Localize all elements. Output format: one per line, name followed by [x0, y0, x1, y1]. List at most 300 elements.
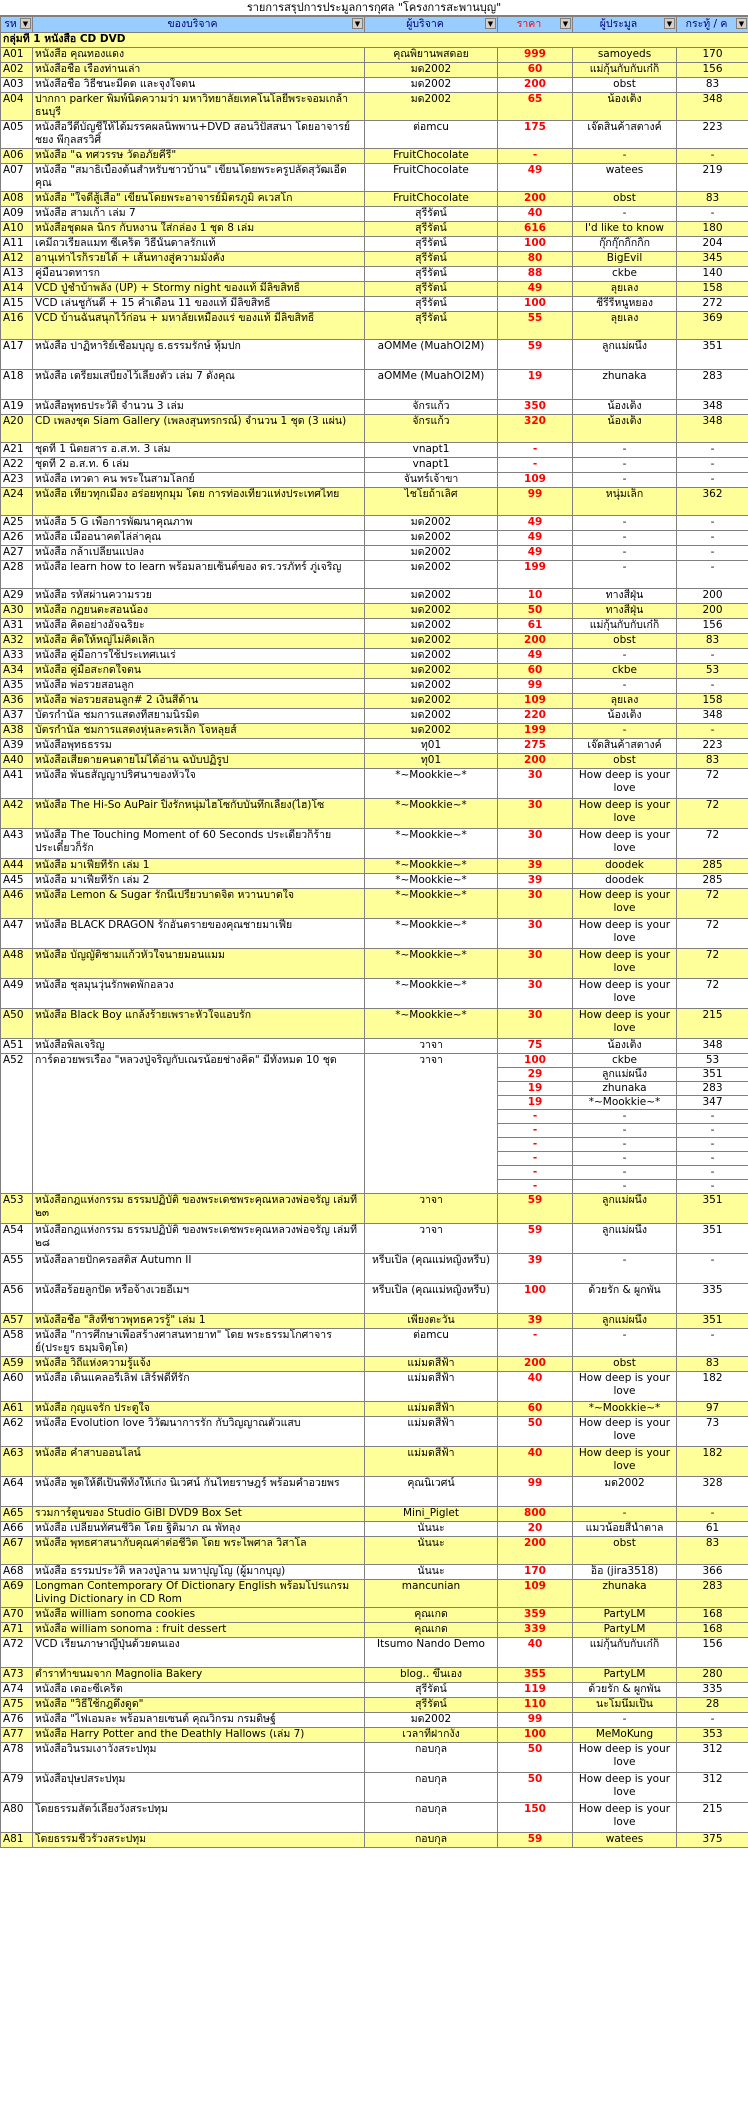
cell-item[interactable]: หนังสือ เปลี่ยนทัศนชีวิต โดย ฐิติมาภ ณ พัทลุง	[33, 1522, 365, 1537]
cell-bidder[interactable]: กุ๊กกุ๊กกิ๊กกิ๊ก	[573, 237, 677, 252]
cell-donor[interactable]: คุณนิเวศน์	[365, 1477, 498, 1507]
cell-bidder[interactable]: แม่กุ้นกับกับเก๋ก็	[573, 619, 677, 634]
cell-post[interactable]: 312	[677, 1773, 748, 1803]
cell-post[interactable]: -	[677, 531, 748, 546]
cell-bidder[interactable]: -	[573, 1138, 677, 1152]
cell-bidder[interactable]: ลูกแม่ผนึ้ง	[573, 340, 677, 370]
cell-id[interactable]: A42	[1, 799, 33, 829]
cell-bidder[interactable]: ทางสีฝุ่น	[573, 604, 677, 619]
cell-donor[interactable]: คุณเกด	[365, 1623, 498, 1638]
cell-item[interactable]: หนังสือ พ่อรวยสอนลูก	[33, 679, 365, 694]
cell-item[interactable]: หนังสือ Black Boy แกล้งร้ายเพราะหัวใจแอบรัก	[33, 1009, 365, 1039]
cell-id[interactable]: A18	[1, 370, 33, 400]
cell-bidder[interactable]: ทางสีฝุ่น	[573, 589, 677, 604]
cell-price[interactable]: 39	[498, 874, 573, 889]
cell-bidder[interactable]: เจ๊ดสินค้าสตางค์	[573, 121, 677, 149]
cell-id[interactable]: A09	[1, 207, 33, 222]
cell-bidder[interactable]: -	[573, 679, 677, 694]
cell-item[interactable]: หนังสือ 5 G เพื่อการพัฒนาคุณภาพ	[33, 516, 365, 531]
cell-donor[interactable]: แม่มดสีฟ้า	[365, 1372, 498, 1402]
cell-donor[interactable]: *~Mookkie~*	[365, 874, 498, 889]
cell-id[interactable]: A56	[1, 1284, 33, 1314]
cell-donor[interactable]: Mini_Piglet	[365, 1507, 498, 1522]
cell-bidder[interactable]: -	[573, 1507, 677, 1522]
cell-post[interactable]: -	[677, 1329, 748, 1357]
cell-item[interactable]: หนังสือ BLACK DRAGON รักอันตรายของคุณชายมาเฟีย	[33, 919, 365, 949]
cell-id[interactable]: A68	[1, 1565, 33, 1580]
cell-post[interactable]: 312	[677, 1743, 748, 1773]
cell-post[interactable]: 347	[677, 1096, 748, 1110]
cell-post[interactable]: -	[677, 1180, 748, 1194]
cell-donor[interactable]: *~Mookkie~*	[365, 769, 498, 799]
cell-post[interactable]: 73	[677, 1417, 748, 1447]
cell-donor[interactable]: มด2002	[365, 679, 498, 694]
cell-donor[interactable]: นันนะ	[365, 1537, 498, 1565]
cell-post[interactable]: -	[677, 1713, 748, 1728]
cell-item[interactable]: หนังสือ The Touching Moment of 60 Seconds ประเดี๋ยวก็ร้าย ประเดี๋ยวก็รัก	[33, 829, 365, 859]
cell-id[interactable]: A12	[1, 252, 33, 267]
cell-id[interactable]: A62	[1, 1417, 33, 1447]
cell-donor[interactable]: มด2002	[365, 546, 498, 561]
cell-bidder[interactable]: samoyeds	[573, 48, 677, 63]
cell-item[interactable]: หนังสือ บัญญัติชามแก้วหัวใจนายมอนแมม	[33, 949, 365, 979]
cell-item[interactable]: หนังสือ สามเก้า เล่ม 7	[33, 207, 365, 222]
cell-item[interactable]: หนังสือ ปาฏิหาริย์เชื่อมบุญ ธ.ธรรมรักษ์ หุ้มปก	[33, 340, 365, 370]
cell-donor[interactable]: สุรีรัตน์	[365, 267, 498, 282]
cell-donor[interactable]: มด2002	[365, 709, 498, 724]
cell-price[interactable]: 10	[498, 589, 573, 604]
cell-id[interactable]: A43	[1, 829, 33, 859]
cell-id[interactable]: A61	[1, 1402, 33, 1417]
cell-item[interactable]: หนังสือชื่อ "สิ่งที่ชาวพุทธควรรู้" เล่ม 1	[33, 1314, 365, 1329]
cell-item[interactable]: หนังสือ Lemon & Sugar รักนี้เปรี้ยวบาดจิต หวานบาดใจ	[33, 889, 365, 919]
cell-id[interactable]: A03	[1, 78, 33, 93]
cell-price[interactable]: 50	[498, 1417, 573, 1447]
cell-post[interactable]: 285	[677, 859, 748, 874]
cell-bidder[interactable]: ลุยเลง	[573, 282, 677, 297]
cell-price[interactable]: 39	[498, 1314, 573, 1329]
cell-donor[interactable]: สุรีรัตน์	[365, 207, 498, 222]
cell-item[interactable]: หนังสือปุษปสระปทุม	[33, 1773, 365, 1803]
cell-id[interactable]: A81	[1, 1833, 33, 1848]
cell-item[interactable]: หนังสือ "การศึกษาเพื่อสร้างศาสนทายาท" โดย พระธรรมโกศาจารย์(ประยูร ธมฺมจิตฺโต)	[33, 1329, 365, 1357]
cell-bidder[interactable]: How deep is your love	[573, 919, 677, 949]
cell-post[interactable]: 97	[677, 1402, 748, 1417]
cell-donor[interactable]: มด2002	[365, 664, 498, 679]
cell-item[interactable]: บัตรกำนัล ชมการแสดงหุ่นละครเล็ก โจหลุยส์	[33, 724, 365, 739]
cell-post[interactable]: 72	[677, 919, 748, 949]
cell-post[interactable]: 182	[677, 1447, 748, 1477]
cell-post[interactable]: 215	[677, 1803, 748, 1833]
cell-post[interactable]: 200	[677, 589, 748, 604]
cell-bidder[interactable]: ชีรีรีหนูหยอง	[573, 297, 677, 312]
cell-item[interactable]: หนังสือวีดีบัญชีให้ได้มรรคผลนิพพาน+DVD สอนวิปัสสนา โดยอาจารย์ชยง พีกุลสรวิศิ์	[33, 121, 365, 149]
cell-item[interactable]: หนังสือร้อยลูกปัด หรือจ้างเวยอีเมฯ	[33, 1284, 365, 1314]
cell-donor[interactable]: ไชโยถ้าเลิศ	[365, 488, 498, 516]
cell-id[interactable]: A60	[1, 1372, 33, 1402]
cell-item[interactable]: บัตรกำนัล ชมการแสดงที่สยามนิรมิต	[33, 709, 365, 724]
cell-price[interactable]: -	[498, 1329, 573, 1357]
cell-donor[interactable]: จักรแก้ว	[365, 400, 498, 415]
cell-price[interactable]: 999	[498, 48, 573, 63]
cell-price[interactable]: 99	[498, 1477, 573, 1507]
cell-price[interactable]: 40	[498, 1638, 573, 1668]
cell-price[interactable]: 59	[498, 340, 573, 370]
cell-bidder[interactable]: -	[573, 1124, 677, 1138]
cell-id[interactable]: A13	[1, 267, 33, 282]
cell-id[interactable]: A36	[1, 694, 33, 709]
cell-bidder[interactable]: -	[573, 473, 677, 488]
cell-donor[interactable]: vnapt1	[365, 458, 498, 473]
cell-post[interactable]: -	[677, 679, 748, 694]
cell-id[interactable]: A53	[1, 1194, 33, 1224]
cell-donor[interactable]: ทุ01	[365, 754, 498, 769]
cell-bidder[interactable]: doodek	[573, 874, 677, 889]
cell-id[interactable]: A30	[1, 604, 33, 619]
cell-item[interactable]: หนังสือกฎแห่งกรรม ธรรมปฏิบัติ ของพระเดชพระคุณหลวงพ่อจรัญ เล่มที่ ๒๓	[33, 1194, 365, 1224]
cell-price[interactable]: 30	[498, 799, 573, 829]
cell-donor[interactable]: จักรแก้ว	[365, 415, 498, 443]
cell-id[interactable]: A67	[1, 1537, 33, 1565]
cell-item[interactable]: หนังสือ วิถีแห่งความรู้แจ้ง	[33, 1357, 365, 1372]
cell-post[interactable]: 168	[677, 1623, 748, 1638]
cell-post[interactable]: 351	[677, 340, 748, 370]
cell-id[interactable]: A14	[1, 282, 33, 297]
cell-id[interactable]: A71	[1, 1623, 33, 1638]
cell-bidder[interactable]: -	[573, 561, 677, 589]
cell-donor[interactable]: มด2002	[365, 1713, 498, 1728]
cell-post[interactable]: 335	[677, 1683, 748, 1698]
cell-id[interactable]: A79	[1, 1773, 33, 1803]
cell-item[interactable]: หนังสือชุดผล นิกร กับหงาน ใส่กล่อง 1 ชุด 8 เล่ม	[33, 222, 365, 237]
cell-price[interactable]: 175	[498, 121, 573, 149]
cell-price[interactable]: 30	[498, 889, 573, 919]
cell-price[interactable]: 50	[498, 604, 573, 619]
cell-id[interactable]: A58	[1, 1329, 33, 1357]
cell-price[interactable]: 200	[498, 78, 573, 93]
cell-post[interactable]: -	[677, 473, 748, 488]
cell-item[interactable]: หนังสือ คุณทองแดง	[33, 48, 365, 63]
cell-id[interactable]: A24	[1, 488, 33, 516]
cell-donor[interactable]: สุรีรัตน์	[365, 222, 498, 237]
filter-dropdown-icon[interactable]: ▼	[664, 18, 675, 29]
cell-post[interactable]: -	[677, 1507, 748, 1522]
cell-item[interactable]: Longman Contemporary Of Dictionary English พร้อมโปรแกรม Living Dictionary in CD Rom	[33, 1580, 365, 1608]
cell-id[interactable]: A02	[1, 63, 33, 78]
cell-id[interactable]: A37	[1, 709, 33, 724]
cell-item[interactable]: หนังสือ คิดให้หญ่ไม่คิดเล็ก	[33, 634, 365, 649]
cell-id[interactable]: A45	[1, 874, 33, 889]
cell-post[interactable]: 72	[677, 889, 748, 919]
cell-item[interactable]: หนังสือชื่อ เรื่องท่านเล่า	[33, 63, 365, 78]
cell-price[interactable]: 65	[498, 93, 573, 121]
cell-item[interactable]: โดยธรรมชีวรั้วงสระปทุม	[33, 1833, 365, 1848]
cell-donor[interactable]: หรีบเปิ๊ล (คุณแม่หญิงหรีบ)	[365, 1254, 498, 1284]
cell-bidder[interactable]: อ็อ (jira3518)	[573, 1565, 677, 1580]
cell-price[interactable]: 30	[498, 829, 573, 859]
cell-bidder[interactable]: How deep is your love	[573, 1009, 677, 1039]
cell-price[interactable]: 19	[498, 1082, 573, 1096]
cell-item[interactable]: หนังสือ learn how to learn พร้อมลายเซ็นต์ของ ดร.วรภัทร์ ภู่เจริญ	[33, 561, 365, 589]
cell-id[interactable]: A11	[1, 237, 33, 252]
cell-item[interactable]: หนังสือ "ไฟเอมละ พร้อมลายเซนต์ คุณวิกรม กรมดิษฐ์	[33, 1713, 365, 1728]
cell-bidder[interactable]: zhunaka	[573, 1082, 677, 1096]
cell-donor[interactable]: สุรีรัตน์	[365, 237, 498, 252]
cell-id[interactable]: A44	[1, 859, 33, 874]
cell-item[interactable]: รวมการ์ตูนของ Studio GiBl DVD9 Box Set	[33, 1507, 365, 1522]
cell-price[interactable]: -	[498, 1124, 573, 1138]
cell-id[interactable]: A76	[1, 1713, 33, 1728]
cell-post[interactable]: 328	[677, 1477, 748, 1507]
cell-item[interactable]: คู่มือนวดทารก	[33, 267, 365, 282]
cell-id[interactable]: A35	[1, 679, 33, 694]
cell-post[interactable]: 180	[677, 222, 748, 237]
cell-bidder[interactable]: obst	[573, 634, 677, 649]
cell-id[interactable]: A22	[1, 458, 33, 473]
cell-bidder[interactable]: How deep is your love	[573, 1803, 677, 1833]
cell-price[interactable]: 200	[498, 192, 573, 207]
cell-donor[interactable]: คุณพิยานพสดอย	[365, 48, 498, 63]
cell-donor[interactable]: มด2002	[365, 649, 498, 664]
cell-price[interactable]: -	[498, 1138, 573, 1152]
cell-bidder[interactable]: doodek	[573, 859, 677, 874]
cell-item[interactable]: หนังสือ Evolution love วิวัฒนาการรัก กับวิญญาณตัวแสบ	[33, 1417, 365, 1447]
cell-bidder[interactable]: น้องเต็ง	[573, 709, 677, 724]
cell-item[interactable]: หนังสือชื่อ วิธีชนะมีดด และจุงใจตน	[33, 78, 365, 93]
cell-id[interactable]: A69	[1, 1580, 33, 1608]
cell-id[interactable]: A47	[1, 919, 33, 949]
cell-id[interactable]: A20	[1, 415, 33, 443]
cell-price[interactable]: 320	[498, 415, 573, 443]
cell-bidder[interactable]: obst	[573, 192, 677, 207]
cell-post[interactable]: -	[677, 1152, 748, 1166]
cell-donor[interactable]: สุรีรัตน์	[365, 1683, 498, 1698]
cell-item[interactable]: CD เพลงชุด Siam Gallery (เพลงสุนทรกรณ์) จำนวน 1 ชุด (3 แผ่น)	[33, 415, 365, 443]
cell-donor[interactable]: มด2002	[365, 634, 498, 649]
cell-donor[interactable]: ต่อmcu	[365, 121, 498, 149]
cell-post[interactable]: 348	[677, 1039, 748, 1054]
cell-bidder[interactable]: -	[573, 1152, 677, 1166]
cell-bidder[interactable]: -	[573, 458, 677, 473]
cell-post[interactable]: 53	[677, 1054, 748, 1068]
cell-item[interactable]: VCD เรียนภาษาญี่ปุ่นด้วยตนเอง	[33, 1638, 365, 1668]
cell-bidder[interactable]: PartyLM	[573, 1608, 677, 1623]
cell-bidder[interactable]: How deep is your love	[573, 1372, 677, 1402]
cell-id[interactable]: A64	[1, 1477, 33, 1507]
cell-post[interactable]: -	[677, 1110, 748, 1124]
cell-item[interactable]: หนังสือ กฎยนตะสอนน้อง	[33, 604, 365, 619]
cell-price[interactable]: 50	[498, 1743, 573, 1773]
cell-post[interactable]: 156	[677, 1638, 748, 1668]
cell-bidder[interactable]: How deep is your love	[573, 889, 677, 919]
cell-item[interactable]: หนังสือ คำสาบออนไลน์	[33, 1447, 365, 1477]
cell-bidder[interactable]: watees	[573, 164, 677, 192]
cell-bidder[interactable]: -	[573, 724, 677, 739]
cell-price[interactable]: 100	[498, 297, 573, 312]
cell-post[interactable]: -	[677, 1166, 748, 1180]
cell-price[interactable]: 30	[498, 919, 573, 949]
cell-price[interactable]: 200	[498, 1537, 573, 1565]
cell-item[interactable]: หนังสือ พ่อรวยสอนลูก# 2 เงินสี่ด้าน	[33, 694, 365, 709]
cell-post[interactable]: 83	[677, 1537, 748, 1565]
cell-donor[interactable]: มด2002	[365, 78, 498, 93]
cell-bidder[interactable]: obst	[573, 1357, 677, 1372]
cell-id[interactable]: A17	[1, 340, 33, 370]
cell-price[interactable]: -	[498, 1166, 573, 1180]
cell-donor[interactable]: นันนะ	[365, 1565, 498, 1580]
cell-item[interactable]: VCD ปู่ชำบ้าพลัง (UP) + Stormy night ของแท้ มีลิขสิทธิ์	[33, 282, 365, 297]
cell-bidder[interactable]: ด้วยรัก & ผูกพัน	[573, 1284, 677, 1314]
cell-donor[interactable]: กอบกุล	[365, 1803, 498, 1833]
cell-id[interactable]: A34	[1, 664, 33, 679]
cell-bidder[interactable]: -	[573, 1110, 677, 1124]
cell-donor[interactable]: วาจา	[365, 1054, 498, 1194]
cell-price[interactable]: 60	[498, 1402, 573, 1417]
cell-bidder[interactable]: ลุยเลง	[573, 694, 677, 709]
cell-bidder[interactable]: PartyLM	[573, 1623, 677, 1638]
cell-bidder[interactable]: MeMoKung	[573, 1728, 677, 1743]
cell-donor[interactable]: จันทร์เจ้าขา	[365, 473, 498, 488]
cell-bidder[interactable]: -	[573, 649, 677, 664]
cell-id[interactable]: A55	[1, 1254, 33, 1284]
cell-item[interactable]: VCD บ้านฉันสนุกไว้ก่อน + มหาลัยเหมืองแร่ ของแท้ มีลิขสิทธิ์	[33, 312, 365, 340]
cell-bidder[interactable]: ลุยเลง	[573, 312, 677, 340]
cell-donor[interactable]: มด2002	[365, 604, 498, 619]
cell-bidder[interactable]: -	[573, 207, 677, 222]
cell-id[interactable]: A15	[1, 297, 33, 312]
cell-item[interactable]: หนังสือวินรมเงาวังสระปทุม	[33, 1743, 365, 1773]
cell-id[interactable]: A78	[1, 1743, 33, 1773]
cell-price[interactable]: 200	[498, 634, 573, 649]
cell-donor[interactable]: *~Mookkie~*	[365, 829, 498, 859]
cell-price[interactable]: 150	[498, 1803, 573, 1833]
filter-dropdown-icon[interactable]: ▼	[736, 18, 747, 29]
cell-item[interactable]: หนังสือ ธรรมประวัติ หลวงปู่ลาน มหาปุญโญ (ผู้มากบุญ)	[33, 1565, 365, 1580]
filter-dropdown-icon[interactable]: ▼	[352, 18, 363, 29]
cell-price[interactable]: 60	[498, 63, 573, 78]
cell-post[interactable]: 351	[677, 1068, 748, 1082]
cell-price[interactable]: 49	[498, 164, 573, 192]
cell-price[interactable]: 30	[498, 949, 573, 979]
cell-id[interactable]: A40	[1, 754, 33, 769]
cell-id[interactable]: A29	[1, 589, 33, 604]
cell-item[interactable]: อานุเท่าไรก็รวยได้ + เส้นทางสู่ความมั่งคั่ง	[33, 252, 365, 267]
cell-price[interactable]: 49	[498, 546, 573, 561]
cell-item[interactable]: หนังสือ เที่ยวทุกเมือง อร่อยทุกมุม โดย การท่องเที่ยวแห่งประเทศไทย	[33, 488, 365, 516]
cell-price[interactable]: 40	[498, 1372, 573, 1402]
cell-donor[interactable]: สุรีรัตน์	[365, 297, 498, 312]
cell-donor[interactable]: วาจา	[365, 1224, 498, 1254]
cell-id[interactable]: A74	[1, 1683, 33, 1698]
cell-bidder[interactable]: ลูกแม่ผนึ้ง	[573, 1224, 677, 1254]
cell-donor[interactable]: ทุ01	[365, 739, 498, 754]
cell-donor[interactable]: มด2002	[365, 619, 498, 634]
cell-post[interactable]: 362	[677, 488, 748, 516]
cell-bidder[interactable]: ckbe	[573, 267, 677, 282]
cell-donor[interactable]: *~Mookkie~*	[365, 889, 498, 919]
cell-id[interactable]: A41	[1, 769, 33, 799]
cell-id[interactable]: A38	[1, 724, 33, 739]
cell-bidder[interactable]: น้องเต็ง	[573, 400, 677, 415]
cell-donor[interactable]: สุรีรัตน์	[365, 282, 498, 297]
cell-bidder[interactable]: obst	[573, 78, 677, 93]
cell-id[interactable]: A75	[1, 1698, 33, 1713]
cell-post[interactable]: 83	[677, 1357, 748, 1372]
cell-item[interactable]: หนังสือลายปักครอสติส Autumn II	[33, 1254, 365, 1284]
cell-bidder[interactable]: How deep is your love	[573, 1743, 677, 1773]
cell-post[interactable]: 335	[677, 1284, 748, 1314]
cell-post[interactable]: 223	[677, 121, 748, 149]
cell-bidder[interactable]: น้องเต็ง	[573, 93, 677, 121]
cell-bidder[interactable]: -	[573, 516, 677, 531]
cell-post[interactable]: 168	[677, 1608, 748, 1623]
cell-bidder[interactable]: How deep is your love	[573, 979, 677, 1009]
cell-item[interactable]: หนังสือ เทวดา คน พระในสามโลกย์	[33, 473, 365, 488]
cell-bidder[interactable]: *~Mookkie~*	[573, 1096, 677, 1110]
cell-id[interactable]: A28	[1, 561, 33, 589]
cell-bidder[interactable]: แมวน้อยสีน้ำตาล	[573, 1522, 677, 1537]
cell-post[interactable]: 353	[677, 1728, 748, 1743]
cell-bidder[interactable]: ลูกแม่ผนึ้ง	[573, 1194, 677, 1224]
cell-price[interactable]: 49	[498, 282, 573, 297]
cell-post[interactable]: 83	[677, 634, 748, 649]
cell-price[interactable]: -	[498, 1152, 573, 1166]
cell-price[interactable]: 200	[498, 1357, 573, 1372]
cell-price[interactable]: 359	[498, 1608, 573, 1623]
cell-price[interactable]: 49	[498, 516, 573, 531]
cell-donor[interactable]: *~Mookkie~*	[365, 979, 498, 1009]
cell-donor[interactable]: ต่อmcu	[365, 1329, 498, 1357]
cell-post[interactable]: 204	[677, 237, 748, 252]
cell-post[interactable]: 366	[677, 1565, 748, 1580]
cell-item[interactable]: หนังสือ เดอะซีเคร็ต	[33, 1683, 365, 1698]
cell-donor[interactable]: กอบกุล	[365, 1743, 498, 1773]
cell-item[interactable]: หนังสือ william sonoma : fruit dessert	[33, 1623, 365, 1638]
cell-item[interactable]: หนังสือเสียดายคนตายไม่ได้อ่าน ฉบับปฏิรูป	[33, 754, 365, 769]
cell-price[interactable]: 355	[498, 1668, 573, 1683]
cell-item[interactable]: หนังสือ เตรียมเสบียงไว้เลี้ยงตัว เล่ม 7 ดังคุณ	[33, 370, 365, 400]
cell-id[interactable]: A54	[1, 1224, 33, 1254]
cell-item[interactable]: หนังสือ เดินแคลอรี่เลิฟ เสิร์ฟดีที่รัก	[33, 1372, 365, 1402]
cell-price[interactable]: -	[498, 1110, 573, 1124]
cell-post[interactable]: 348	[677, 400, 748, 415]
cell-bidder[interactable]: watees	[573, 1833, 677, 1848]
cell-price[interactable]: 350	[498, 400, 573, 415]
cell-donor[interactable]: วาจา	[365, 1039, 498, 1054]
cell-price[interactable]: 199	[498, 724, 573, 739]
cell-post[interactable]: 283	[677, 1580, 748, 1608]
cell-id[interactable]: A06	[1, 149, 33, 164]
cell-id[interactable]: A48	[1, 949, 33, 979]
cell-price[interactable]: 55	[498, 312, 573, 340]
cell-price[interactable]: 99	[498, 1713, 573, 1728]
cell-post[interactable]: 72	[677, 829, 748, 859]
cell-price[interactable]: 119	[498, 1683, 573, 1698]
cell-id[interactable]: A04	[1, 93, 33, 121]
cell-bidder[interactable]: How deep is your love	[573, 1417, 677, 1447]
cell-post[interactable]: 158	[677, 282, 748, 297]
cell-bidder[interactable]: มด2002	[573, 1477, 677, 1507]
cell-price[interactable]: -	[498, 443, 573, 458]
cell-item[interactable]: หนังสือ คู่มือการใช้ประเทศเนเร่	[33, 649, 365, 664]
cell-item[interactable]: หนังสือ มาเฟียที่รัก เล่ม 1	[33, 859, 365, 874]
cell-donor[interactable]: *~Mookkie~*	[365, 859, 498, 874]
cell-bidder[interactable]: ลูกแม่ผนึ้ง	[573, 1314, 677, 1329]
cell-donor[interactable]: สุรีรัตน์	[365, 252, 498, 267]
cell-id[interactable]: A39	[1, 739, 33, 754]
cell-bidder[interactable]: How deep is your love	[573, 1447, 677, 1477]
cell-id[interactable]: A77	[1, 1728, 33, 1743]
